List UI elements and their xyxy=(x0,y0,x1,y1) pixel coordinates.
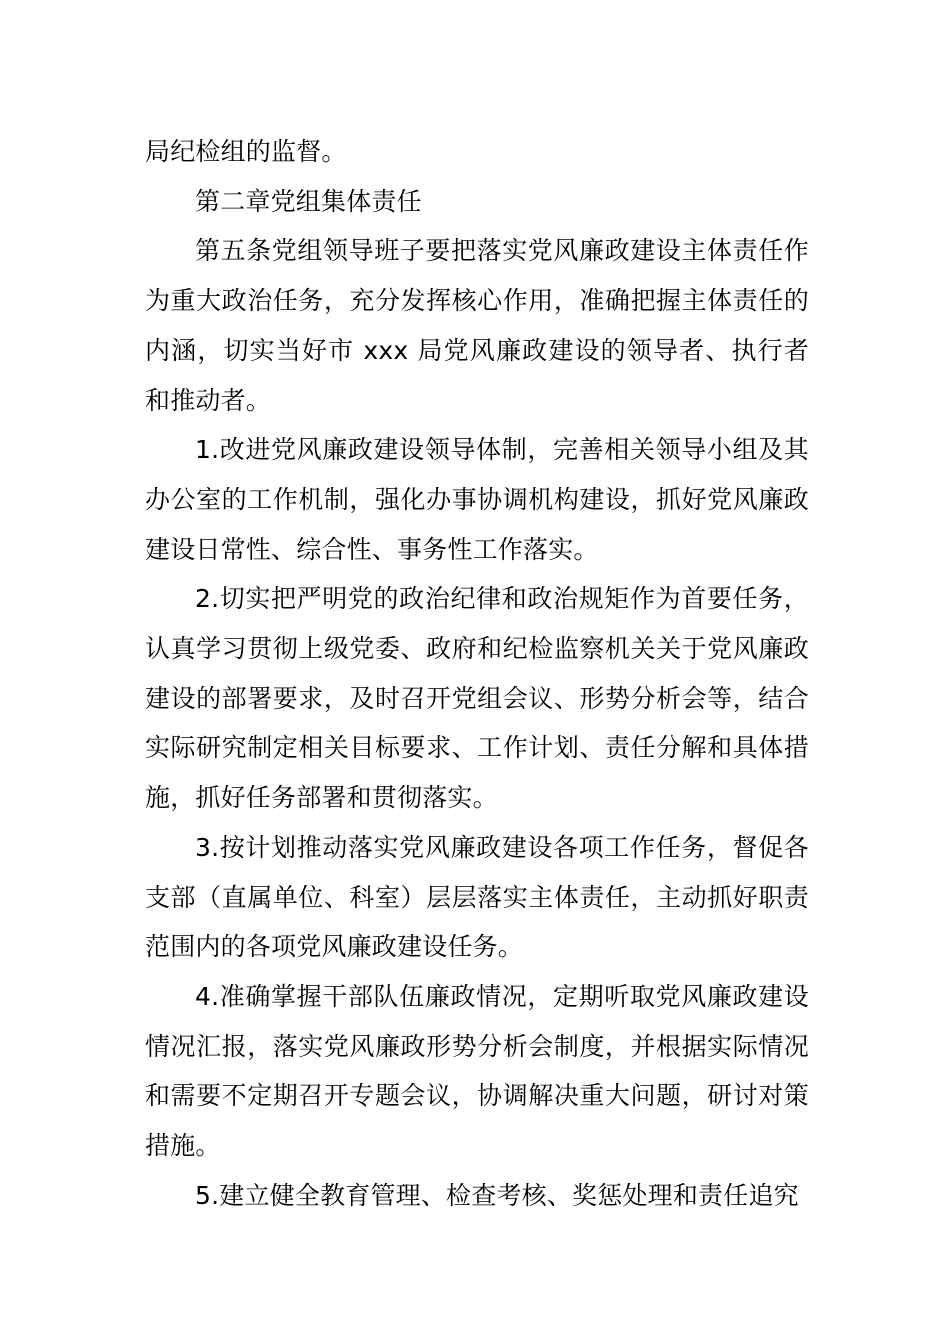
chapter-heading: 第二章党组集体责任 xyxy=(195,186,422,216)
list-item-1: 1.改进党风廉政建设领导体制，完善相关领导小组及其办公室的工作机制，强化办事协调机构建设，抓好党风廉政建设日常性、综合性、事务性工作落实。 xyxy=(145,435,809,564)
paragraph-continuation: 局纪检组的监督。 xyxy=(145,137,347,166)
list-item-3: 3.按计划推动落实党风廉政建设各项工作任务，督促各支部（直属单位、科室）层层落实主体责任，主动抓好职责范围内的各项党风廉政建设任务。 xyxy=(145,832,809,962)
article-paragraph: 第五条党组领导班子要把落实党风廉政建设主体责任作为重大政治任务，充分发挥核心作用，准确把握主体责任的内涵，切实当好市 xxx 局党风廉政建设的领导者、执行者和推动者。 xyxy=(145,236,809,415)
list-item-2: 2.切实把严明党的政治纪律和政治规矩作为首要任务，认真学习贯彻上级党委、政府和纪检监察机关关于党风廉政建设的部署要求，及时召开党组会议、形势分析会等，结合实际研究制定相关目标要求、工作计划、责任分解和具体措施，抓好任务部署和贯彻落实。 xyxy=(145,584,809,813)
list-item-4: 4.准确掌握干部队伍廉政情况，定期听取党风廉政建设情况汇报，落实党风廉政形势分析会制度，并根据实际情况和需要不定期召开专题会议，协调解决重大问题，研讨对策措施。 xyxy=(145,981,809,1161)
document-body xyxy=(145,127,809,1220)
list-item-5: 5.建立健全教育管理、检查考核、奖惩处理和责任追究 xyxy=(195,1180,799,1210)
